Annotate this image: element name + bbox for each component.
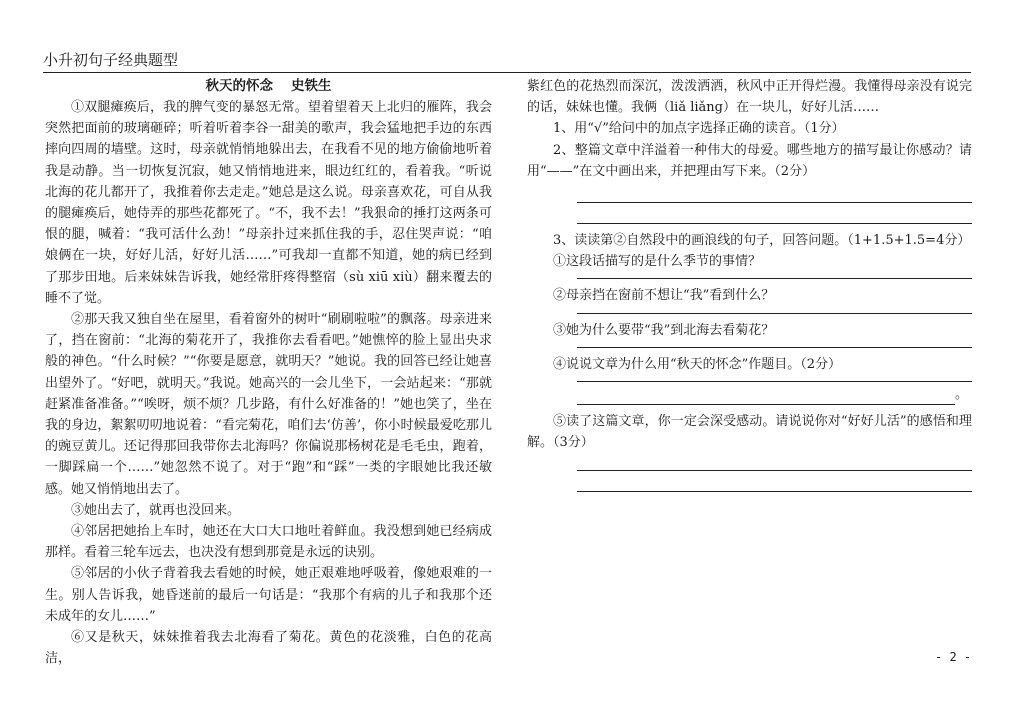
question-3-part-2: ②母亲挡在窗前不想让“我”看到什么？	[553, 288, 775, 304]
question-4: ④说说文章为什么用“秋天的怀念”作题目。（2分）	[553, 356, 842, 372]
essay-title-line	[45, 76, 492, 97]
question-3-part-3: ③她为什么要带“我”到北海去看菊花？	[553, 322, 775, 338]
essay-title: 秋天的怀念	[205, 78, 273, 94]
question-3-part-1: ①这段话描写的是什么季节的事情？	[553, 254, 762, 270]
essay-paragraph-6-continued: 紫红色的花热烈而深沉，泼泼洒洒，秋风中正开得烂漫。我懂得母亲没有说完的话，妹妹也懂。我俩（liǎ liǎng）在一块儿，好好儿活……	[527, 79, 972, 116]
answer-line-4b-row	[527, 384, 972, 405]
page-number: - 2 -	[935, 650, 972, 664]
page-header: 小升初句子经典题型	[43, 50, 971, 73]
question-2: 2、整篇文章中洋溢着一种伟大的母爱。哪些地方的描写最让你感动？请用“——”在文中画出来，并把理由写下来。（2分）	[527, 142, 972, 179]
question-1: 1、用“√”给问中的加点字选择正确的读音。（1分）	[553, 121, 845, 137]
answer-line-4b[interactable]	[577, 390, 955, 405]
essay-author: 史铁生	[291, 78, 332, 94]
essay-paragraph-5: ⑤邻居的小伙子背着我去看她的时候，她正艰难地呼吸着，像她艰难的一生。别人告诉我，她昏迷前的最后一句话是：“我那个有病的儿子和我那个还未成年的女儿……”	[45, 566, 492, 624]
question-3: 3、读读第②自然段中的画浪线的句子，回答问题。（1+1.5+1.5=4分）	[553, 233, 971, 249]
essay-paragraph-1: ①双腿瘫痪后，我的脾气变的暴怒无常。望着望着天上北归的雁阵，我会突然把面前的玻璃砸碎；听着听着李谷一甜美的歌声，我会猛地把手边的东西摔向四周的墙壁。这时，母亲就悄悄地躲出去，在我看不见的地方偷偷地听着我是动静。当一切恢复沉寂，她又悄悄地进来，眼边红红的，看着我。“听说北海的花儿都开了，我推着你去走走。”她总是这么说。母亲喜欢花，可自从我的腿瘫痪后，她侍弄的那些花都死了。“不，我不去！”我狠命的捶打这两条可恨的腿，喊着：“我可活什么劲！”母亲扑过来抓住我的手，忍住哭声说：“咱娘俩在一块，好好儿活，好好儿活……”可我却一直都不知道，她的病已经到了那步田地。后来妹妹告诉我，她经常肝疼得整宿（sù xiū xiù）翻来覆去的睡不了觉。	[45, 100, 492, 306]
essay-paragraph-6: ⑥又是秋天，妹妹推着我去北海看了菊花。黄色的花淡雅，白色的花高洁，	[45, 630, 492, 667]
answer-line-5b[interactable]	[577, 491, 972, 492]
essay-column	[45, 76, 492, 669]
question-5: ⑤读了这篇文章，你一定会深受感动。请说说你对“好好儿活”的感悟和理解。（3分）	[527, 414, 972, 451]
essay-paragraph-3: ③她出去了，就再也没回来。	[71, 502, 241, 518]
questions-column	[527, 76, 972, 492]
essay-paragraph-2: ②那天我又独自坐在屋里，看着窗外的树叶“刷刷啦啦”的飘落。母亲进来了，挡在窗前：“北海的菊花开了，我推你去看看吧。”她憔悴的脸上显出央求般的神色。“什么时候？”“你要是愿意，就明天？”她说。我的回答已经让她喜出望外了。“好吧，就明天。”我说。她高兴的一会儿坐下，一会站起来：“那就赶紧准备准备。”“唉呀，烦不烦？几步路，有什么好准备的！”她也笑了，坐在我的身边，絮絮叨叨地说着：“看完菊花，咱们去‘仿善’，你小时候最爱吃那儿的豌豆黄儿。还记得那回我带你去北海吗？你偏说那杨树花是毛毛虫，跑着，一脚踩扁一个……”她忽然不说了。对于“跑”和“踩”一类的字眼她比我还敏感。她又悄悄地出去了。	[45, 312, 492, 497]
essay-paragraph-4: ④邻居把她抬上车时，她还在大口大口地吐着鲜血。我没想到她已经病成那样。看着三轮车远去，也决没有想到那竟是永远的诀别。	[45, 524, 492, 561]
answer-line-4b-end: 。	[955, 387, 969, 403]
